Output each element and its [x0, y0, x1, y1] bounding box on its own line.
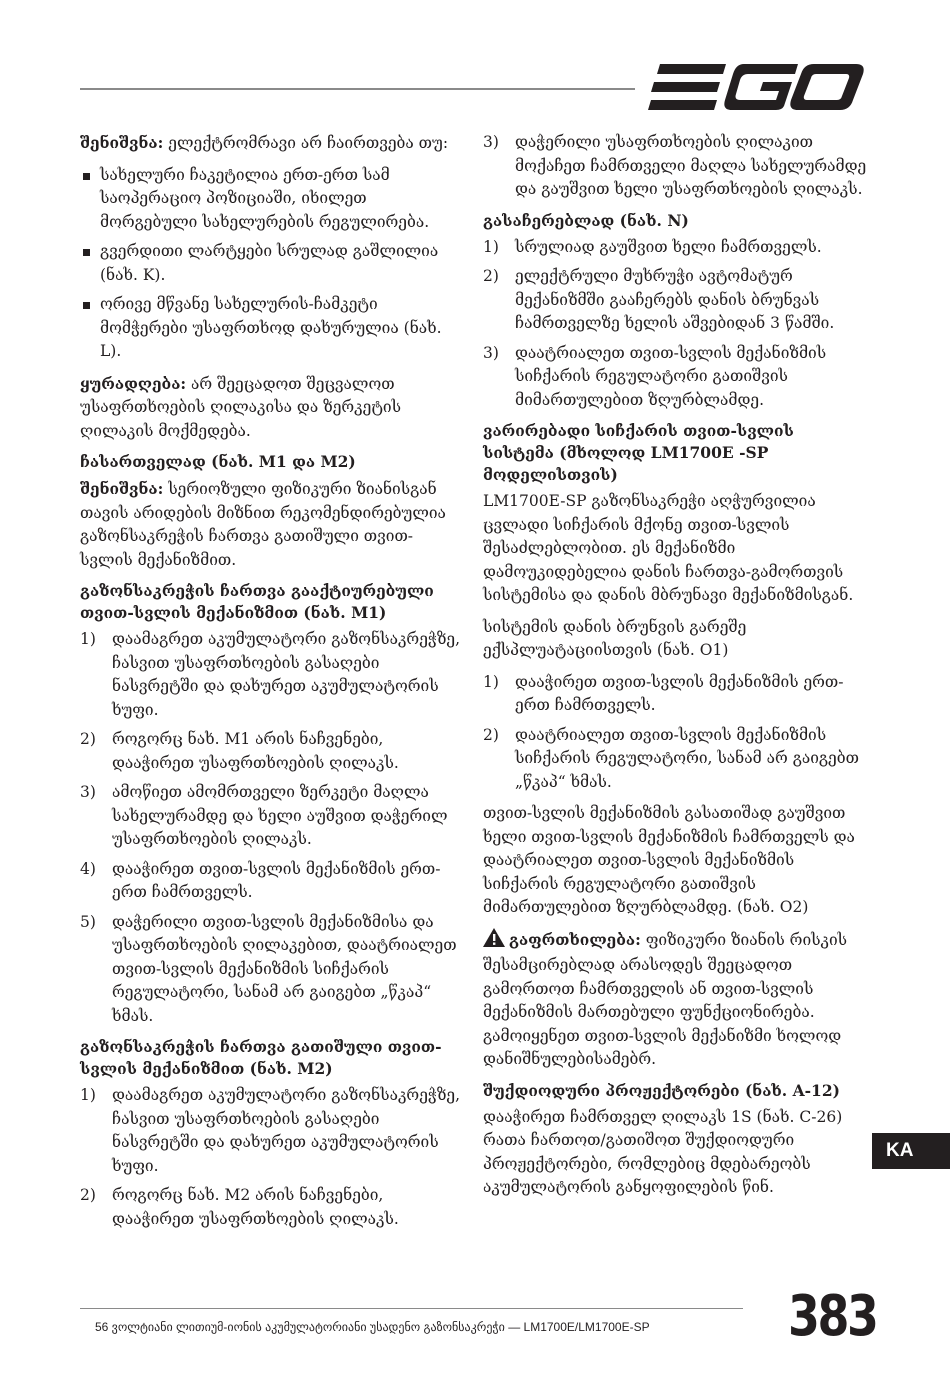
step-item: [80, 728, 465, 775]
step-number: 1): [483, 237, 499, 256]
section-heading-variable-speed: ვარირებადი სიჩქარის თვით-სვლის სისტემა (მხოლოდ LM1700E -SP მოდელისთვის): [483, 421, 794, 484]
step-text: დაამაგრეთ აკუმულატორი გაზონსაკრეჭზე, ჩასვით უსაფრთხოების გასაღები ნასვრეტში და დახურეთ აკუმულატორის ხუფი.: [112, 630, 461, 719]
step-text: ამოწიეთ ამომრთველი ზერკეტი მაღლა სახელურამდე და ხელი აუშვით დაჭერილ უსაფრთხოების ღილაკს.: [112, 783, 448, 848]
list-item: [80, 240, 465, 287]
step-item: [80, 781, 465, 852]
list-item-text: სახელური ჩაკეტილია ერთ-ერთ სამ საოპერაციო პოზიციაში, იხილეთ მორგებული სახელურების რეგულირება.: [100, 165, 430, 231]
m1-steps-list: [80, 628, 465, 1028]
footer-rule: [80, 1308, 743, 1309]
note-paragraph: [80, 131, 465, 156]
step-number: 3): [483, 343, 499, 362]
footer-text: 56 ვოლტიანი ლითიუმ-იონის აკუმულატორიანი უსადენო გაზონსაკრეჭი — LM1700E/LM1700E-SP: [95, 1320, 650, 1334]
step-text: ელექტრული მუხრუჭი ავტომატურ მექანიზმში გააჩერებს დანის ბრუნვას ჩამრთველზე ხელის აშვებიდან 3 წამში.: [515, 267, 835, 332]
step-number: 5): [80, 912, 96, 931]
list-item-text: ორივე მწვანე სახელურის-ჩამკეტი მომჭერები უსაფრთხოდ დახურულია (ნახ. L).: [100, 295, 442, 360]
note-lead: შენიშვნა:: [80, 479, 164, 498]
step-item: [80, 628, 465, 722]
step-text: სრულიად გაუშვით ხელი ჩამრთველს.: [515, 237, 822, 256]
bullet-square-icon: [83, 302, 90, 309]
page-number: 383: [788, 1284, 877, 1349]
m2-steps-list: [80, 1084, 465, 1231]
step-item: [483, 724, 868, 795]
step-text: დააჭირეთ თვით-სვლის მექანიზმის ერთ-ერთ ჩამრთველს.: [515, 672, 844, 714]
step-text: დაატრიალეთ თვით-სვლის მექანიზმის სიჩქარის რეგულატორი გათიშვის მიმართულებით ზღურბლამდე.: [515, 343, 827, 409]
step-item: [80, 1084, 465, 1178]
step-number: 3): [80, 783, 96, 801]
step-text: დაჭერილი თვით-სვლის მექანიზმისა და უსაფრთხოების ღილაკებით, დაატრიალეთ თვით-სვლის მექანიზმის სიჩქარის რეგულატორი, სანამ არ გაიგებთ „წკაპ“ ხმას.: [112, 912, 457, 1025]
step-item: [483, 265, 868, 336]
list-item: [80, 293, 465, 364]
section-heading-m2: გაზონსაკრეჭის ჩართვა გათიშული თვით-სვლის მექანიზმით (ნახ. M2): [80, 1037, 442, 1078]
step-text: დააჭირეთ თვით-სვლის მექანიზმის ერთ-ერთ ჩამრთველს.: [112, 859, 441, 901]
language-tab: KA: [872, 1133, 950, 1169]
step-number: 4): [80, 859, 96, 878]
section-heading-led: შუქდიოდური პროჟექტორები (ნახ. A-12): [483, 1080, 840, 1100]
list-item: [80, 164, 465, 235]
m2-steps-continued: [483, 131, 868, 202]
bullet-square-icon: [83, 249, 90, 256]
step-number: 2): [483, 725, 499, 744]
step-text: დაატრიალეთ თვით-სვლის მექანიზმის სიჩქარის რეგულატორი, სანამ არ გაიგებთ „წკაპ“ ხმას.: [515, 725, 859, 791]
note-text: სერიოზული ფიზიკური ზიანისგან თავის არიდების მიზნით რეკომენდირებულია გაზონსაკრეჭის ჩართვა გათიშული თვით-სვლის მექანიზმით.: [80, 480, 446, 569]
body-paragraph: LM1700E-SP გაზონსაკრეჭი აღჭურვილია ცვლადი სიჩქარის მქონე თვით-სვლის შესაძლებლობით. ეს მექანიზმი დამოუკიდებელია დანის ჩართვა-გამორთვის სისტემისა და დანის მბრუნავი მექანიზმისგან.: [483, 492, 854, 604]
step-item: [80, 858, 465, 905]
section-heading-stop: გასაჩერებლად (ნახ. N): [483, 210, 689, 230]
step-number: 1): [80, 1086, 96, 1104]
note-lead: შენიშვნა:: [80, 133, 164, 152]
step-item: [483, 236, 868, 260]
body-paragraph: დააჭირეთ ჩამრთველ ღილაკს 1S (ნახ. C-26) რათა ჩართოთ/გათიშოთ შუქდიოდური პროჟექტორები, რომლებიც მდებარეობს აკუმულატორის განყოფილების წინ.: [483, 1107, 843, 1196]
ego-logo: [648, 62, 864, 112]
step-text: როგორც ნახ. M1 არის ნაჩვენები, დააჭირეთ უსაფრთხოების ღილაკს.: [112, 730, 399, 772]
bullet-square-icon: [83, 173, 90, 180]
body-paragraph: თვით-სვლის მექანიზმის გასათიშად გაუშვით ხელი თვით-სვლის მექანიზმის ჩამრთველს და დაატრიალეთ თვით-სვლის მექანიზმის სიჩქარის რეგულატორი გათიშვის მიმართულებით ზღურბლამდე. (ნახ. O2): [483, 804, 855, 916]
warning-paragraph: [483, 928, 868, 1072]
step-number: 2): [80, 1186, 96, 1204]
attention-text: არ შეეცადოთ შეცვალოთ უსაფრთხოების ღილაკისა და ზერკეტის ღილაკის მოქმედება.: [80, 374, 402, 440]
conditions-list: [80, 164, 465, 364]
section-heading-start: ჩასართველად (ნახ. M1 და M2): [80, 452, 356, 471]
step-number: 1): [483, 672, 499, 691]
step-number: 1): [80, 630, 96, 648]
section-heading-m1: გაზონსაკრეჭის ჩართვა გააქტიურებული თვით-სვლის მექანიზმით (ნახ. M1): [80, 581, 434, 622]
step-text: დაჭერილი უსაფრთხოების ღილაკით მოქაჩეთ ჩამრთველი მაღლა სახელურამდე და გაუშვით ხელი უსაფრთხოების ღილაკს.: [515, 133, 867, 198]
warning-text: ფიზიკური ზიანის რისკის შესამცირებლად არასოდეს შეეცადოთ გამორთოთ ჩამრთველის ან თვით-სვლის მექანიზმის მართებული ფუნქციონირება. გამოიყენეთ თვით-სვლის მექანიზმი ხოლოდ დანიშნულებისამებრ.: [483, 930, 848, 1068]
note-paragraph: [80, 477, 465, 572]
step-item: [80, 1184, 465, 1231]
step-item: [80, 911, 465, 1029]
right-column: [483, 131, 868, 1208]
stop-steps-list: [483, 236, 868, 413]
step-text: დაამაგრეთ აკუმულატორი გაზონსაკრეჭზე, ჩასვით უსაფრთხოების გასაღები ნასვრეტში და დახურეთ აკუმულატორის ხუფი.: [112, 1086, 461, 1175]
attention-paragraph: [80, 372, 465, 444]
warning-lead: გაფრთხილება:: [509, 929, 641, 949]
warning-triangle-icon: [483, 928, 505, 955]
step-text: როგორც ნახ. M2 არის ნაჩვენები, დააჭირეთ უსაფრთხოების ღილაკს.: [112, 1186, 399, 1228]
step-item: [483, 671, 868, 718]
step-number: 2): [80, 730, 96, 748]
header-rule: [80, 88, 635, 90]
note-text: ელექტრომრავი არ ჩაირთვება თუ:: [163, 134, 449, 152]
variable-speed-steps-list: [483, 671, 868, 795]
step-item: [483, 342, 868, 413]
left-column: [80, 131, 465, 1239]
list-item-text: გვერდითი ლარტყები სრულად გაშლილია (ნახ. K).: [100, 242, 439, 284]
step-number: 3): [483, 133, 499, 151]
step-number: 2): [483, 267, 499, 285]
body-paragraph: სისტემის დანის ბრუნვის გარეშე ექსპლუატაციისთვის (ნახ. O1): [483, 617, 747, 659]
attention-lead: ყურადღება:: [80, 373, 187, 393]
step-item: [483, 131, 868, 202]
